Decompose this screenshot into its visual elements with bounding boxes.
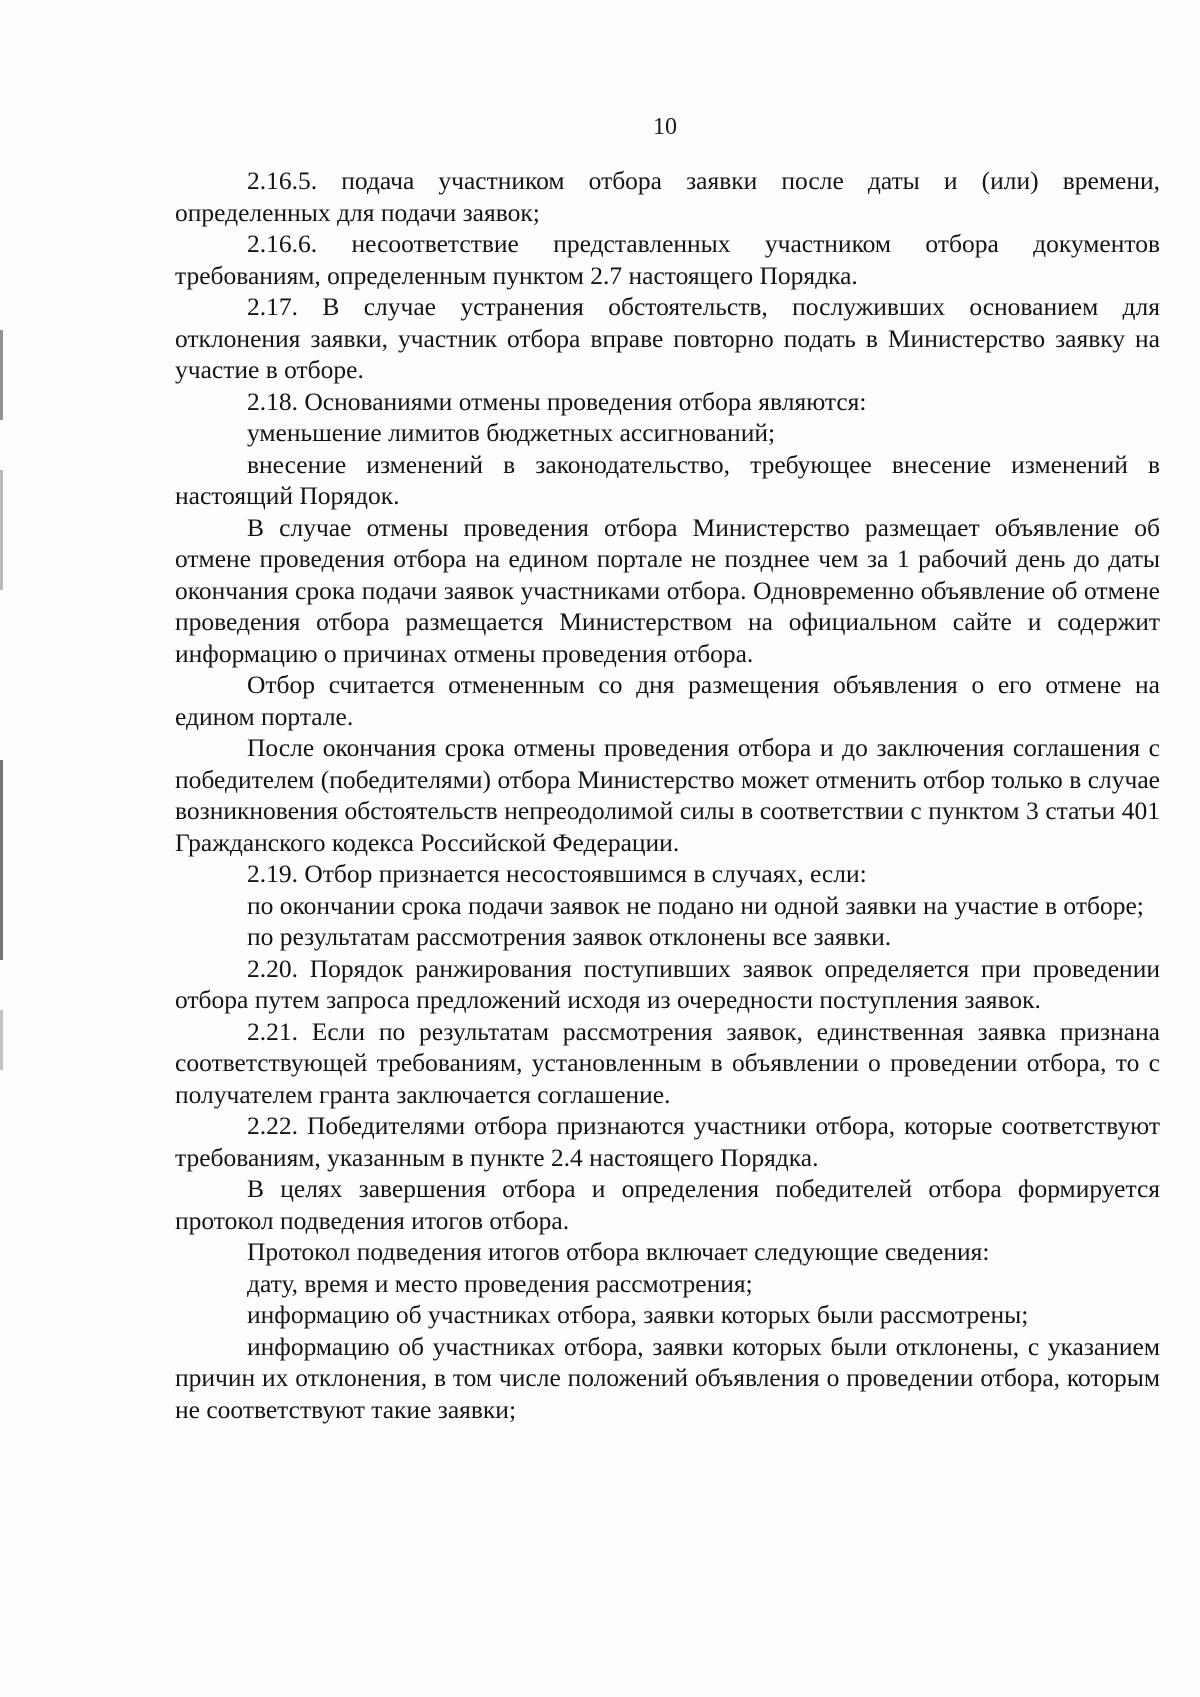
paragraph: Протокол подведения итогов отбора включает следующие сведения: [247,1237,990,1266]
paragraph: 2.20. Порядок ранжирования поступивших заявок определяется при проведении отбора путем запроса предложений исходя из очередности поступления заявок. [175,953,1160,1014]
paragraph: 2.19. Отбор признается несостоявшимся в случаях, если: [247,859,867,888]
paragraph: уменьшение лимитов бюджетных ассигнований; [247,418,776,447]
scan-edge-mark [0,470,3,590]
paragraph: 2.16.6. несоответствие представленных участником отбора документов требованиям, определенным пунктом 2.7 настоящего Порядка. [175,229,1160,290]
body-text [175,165,1160,1425]
paragraph: После окончания срока отмены проведения отбора и до заключения соглашения с победителем (победителями) отбора Министерство может отменить отбор только в случае возникновения обстоятельств непреодолимой силы в соответствии с пунктом 3 статьи 401 Гражданского кодекса Российской Федерации. [175,733,1160,857]
paragraph: по результатам рассмотрения заявок отклонены все заявки. [247,922,892,951]
page-number: 10 [653,114,677,140]
paragraph: 2.17. В случае устранения обстоятельств, послуживших основанием для отклонения заявки, участник отбора вправе повторно подать в Министерство заявку на участие в отборе. [175,292,1160,384]
paragraph: дату, время и место проведения рассмотрения; [247,1268,753,1298]
scan-edge-mark [0,1010,3,1070]
paragraph: информацию об участниках отбора, заявки которых были отклонены, с указанием причин их отклонения, в том числе положений объявления о проведении отбора, которым не соответствуют такие заявки; [175,1331,1160,1424]
paragraph: В случае отмены проведения отбора Министерство размещает объявление об отмене проведения отбора на едином портале не позднее чем за 1 рабочий день до даты окончания срока подачи заявок участниками отбора. Одновременно объявление об отмене проведения отбора размещается Министерством на официальном сайте и содержит информацию о причинах отмены проведения отбора. [175,512,1160,668]
scan-edge-mark [0,760,3,960]
paragraph: 2.16.5. подача участником отбора заявки после даты и (или) времени, определенных для подачи заявок; [175,166,1160,227]
paragraph: 2.21. Если по результатам рассмотрения заявок, единственная заявка признана соответствующей требованиям, установленным в объявлении о проведении отбора, то с получателем гранта заключается соглашение. [175,1016,1160,1109]
paragraph: 2.22. Победителями отбора признаются участники отбора, которые соответствуют требованиям, указанным в пункте 2.4 настоящего Порядка. [175,1111,1160,1172]
paragraph: Отбор считается отмененным со дня размещения объявления о его отмене на едином портале. [175,670,1160,731]
paragraph: внесение изменений в законодательство, требующее внесение изменений в настоящий Порядок. [175,449,1160,510]
paragraph: информацию об участниках отбора, заявки которых были рассмотрены; [247,1300,1029,1329]
paragraph: по окончании срока подачи заявок не подано ни одной заявки на участие в отборе; [247,890,1144,920]
paragraph: 2.18. Основаниями отмены проведения отбора являются: [247,386,867,416]
paragraph: В целях завершения отбора и определения победителей отбора формируется протокол подведения итогов отбора. [175,1174,1160,1235]
scan-edge-mark [0,330,3,420]
